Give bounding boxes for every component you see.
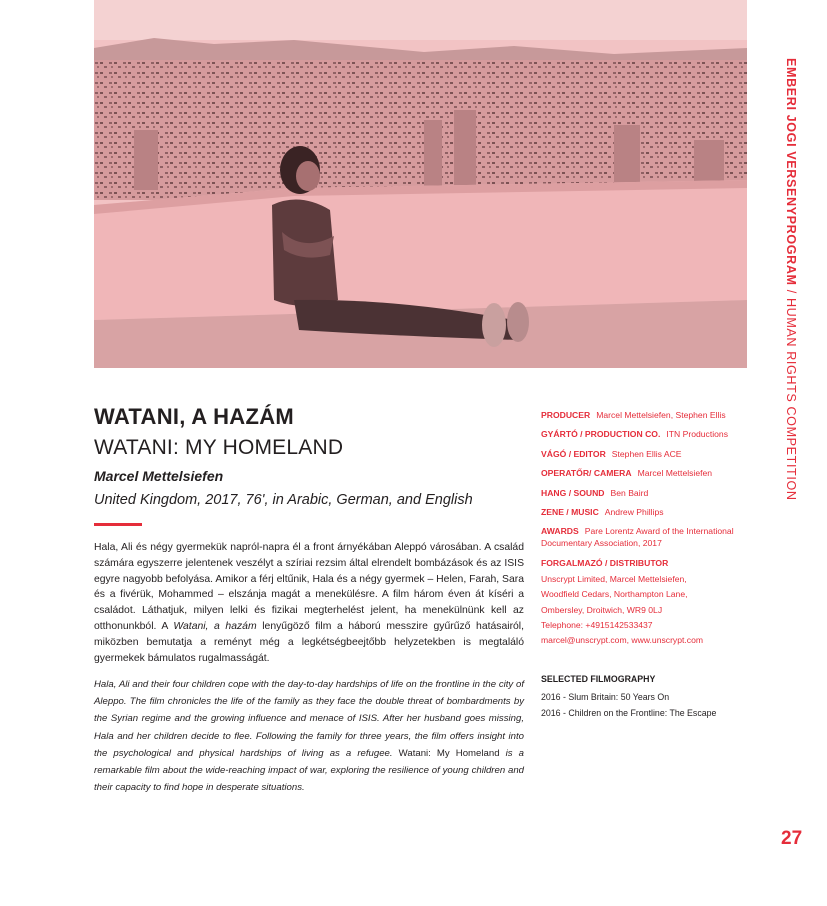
- credit-label: OPERATŐR/ CAMERA: [541, 468, 632, 479]
- credit-music: [541, 506, 751, 518]
- credit-label: GYÁRTÓ / PRODUCTION CO.: [541, 429, 661, 440]
- synopsis-hungarian: [94, 540, 524, 666]
- credit-label: AWARDS: [541, 526, 579, 537]
- page-number: 27: [781, 828, 803, 849]
- selected-filmography: [541, 674, 761, 721]
- section-label-separator: /: [784, 285, 798, 298]
- synopsis-hu-film-title: Watani, a hazám: [173, 620, 257, 632]
- credit-value: Stephen Ellis ACE: [611, 448, 682, 459]
- accent-rule: [94, 523, 142, 526]
- synopsis-hu-text-end: lenyűgöző film a háború messzire gyűrűző hatásairól, miközben bemutatja a reményt még a legkétségbeejtőbb helyzetekben is megtaláló gyermekek bámulatos rugalmasságát.: [94, 620, 524, 664]
- film-origin-info: United Kingdom, 2017, 76', in Arabic, German, and English: [94, 492, 473, 508]
- credit-producer: [541, 409, 751, 421]
- director-name: Marcel Mettelsiefen: [94, 468, 224, 484]
- section-label-text: [784, 58, 798, 501]
- credit-label: PRODUCER: [541, 410, 591, 420]
- filmography-title: SELECTED FILMOGRAPHY: [541, 674, 656, 684]
- section-label: [780, 58, 800, 501]
- distributor-line: Woodfield Cedars, Northampton Lane,: [541, 589, 688, 600]
- credit-editor: [541, 448, 751, 460]
- credit-production-company: [541, 428, 751, 440]
- distributor-line: Ombersley, Droitwich, WR9 0LJ: [541, 604, 663, 615]
- synopsis-hu-text: Hala, Ali és négy gyermekük napról-napra él a front árnyékában Aleppó városában. A család számára egyszerre jelentenek veszélyt a szíriai rezsim által elrendelt bombázások és az ISIS egyre nagyobb befolyása. Amikor a férj eltűnik, Hala és a négy gyermek – Helen, Farah, Sara és a fivérük, Mohammed – elszánja magát a menekülésre. A film három éven át kíséri a családot. Láthatjuk, milyen lelki és fizikai megterhelést jelent, ha menekülnünk kell az otthonunkból. A: [94, 542, 524, 632]
- credit-label: VÁGÓ / EDITOR: [541, 448, 606, 459]
- distributor-label: FORGALMAZÓ / DISTRIBUTOR: [541, 557, 669, 568]
- synopsis-en-text: Hala, Ali and their four children cope with the day-to-day hardships of life on the frontline in the city of Aleppo. The film chronicles the life of the family as they face the double threat of bombardments by the Syrian regime and the growing influence and menace of ISIS. After her husband goes missing, Hala and her children decide to flee. Following the family for three years, the film offers insight into the psychological and physical hardships of living as a refugee.: [94, 679, 524, 759]
- section-label-english: HUMAN RIGHTS COMPETITION: [784, 297, 798, 501]
- title-hungarian: WATANI, A HAZÁM: [94, 404, 295, 429]
- credit-camera: [541, 467, 751, 479]
- credit-awards: [541, 525, 751, 549]
- distributor-contact: marcel@unscrypt.com, www.unscrypt.com: [541, 635, 704, 646]
- synopsis-en-text-end: is a remarkable film about the wide-reaching impact of war, exploring the resilience of young children and their capacity to find hope in desperate situations.: [94, 747, 524, 794]
- credit-label: HANG / SOUND: [541, 487, 605, 498]
- credit-value: Pare Lorentz Award of the International Documentary Association, 2017: [541, 526, 734, 549]
- credit-sound: [541, 487, 751, 499]
- credits-list: [541, 409, 751, 656]
- credit-value: Ben Baird: [610, 487, 649, 498]
- synopsis-en-film-title: Watani: My Homeland: [398, 747, 500, 759]
- credit-value: ITN Productions: [666, 429, 728, 440]
- filmography-item: 2016 - Slum Britain: 50 Years On: [541, 692, 670, 702]
- section-label-hungarian: EMBERI JOGI VERSENYPROGRAM: [784, 58, 798, 286]
- film-still: [94, 0, 747, 368]
- credit-value: Marcel Mettelsiefen, Stephen Ellis: [596, 410, 726, 420]
- title-english: WATANI: MY HOMELAND: [94, 436, 344, 459]
- distributor-line: Unscrypt Limited, Marcel Mettelsiefen,: [541, 573, 687, 584]
- distributor-phone: Telephone: +4915142533437: [541, 619, 653, 630]
- credit-value: Andrew Phillips: [604, 506, 664, 517]
- credit-distributor: [541, 557, 751, 649]
- credit-value: Marcel Mettelsiefen: [637, 468, 713, 479]
- film-still-illustration: [94, 0, 747, 368]
- credit-label: ZENE / MUSIC: [541, 506, 599, 517]
- synopsis-english: [94, 676, 524, 796]
- filmography-item: 2016 - Children on the Frontline: The Escape: [541, 707, 717, 718]
